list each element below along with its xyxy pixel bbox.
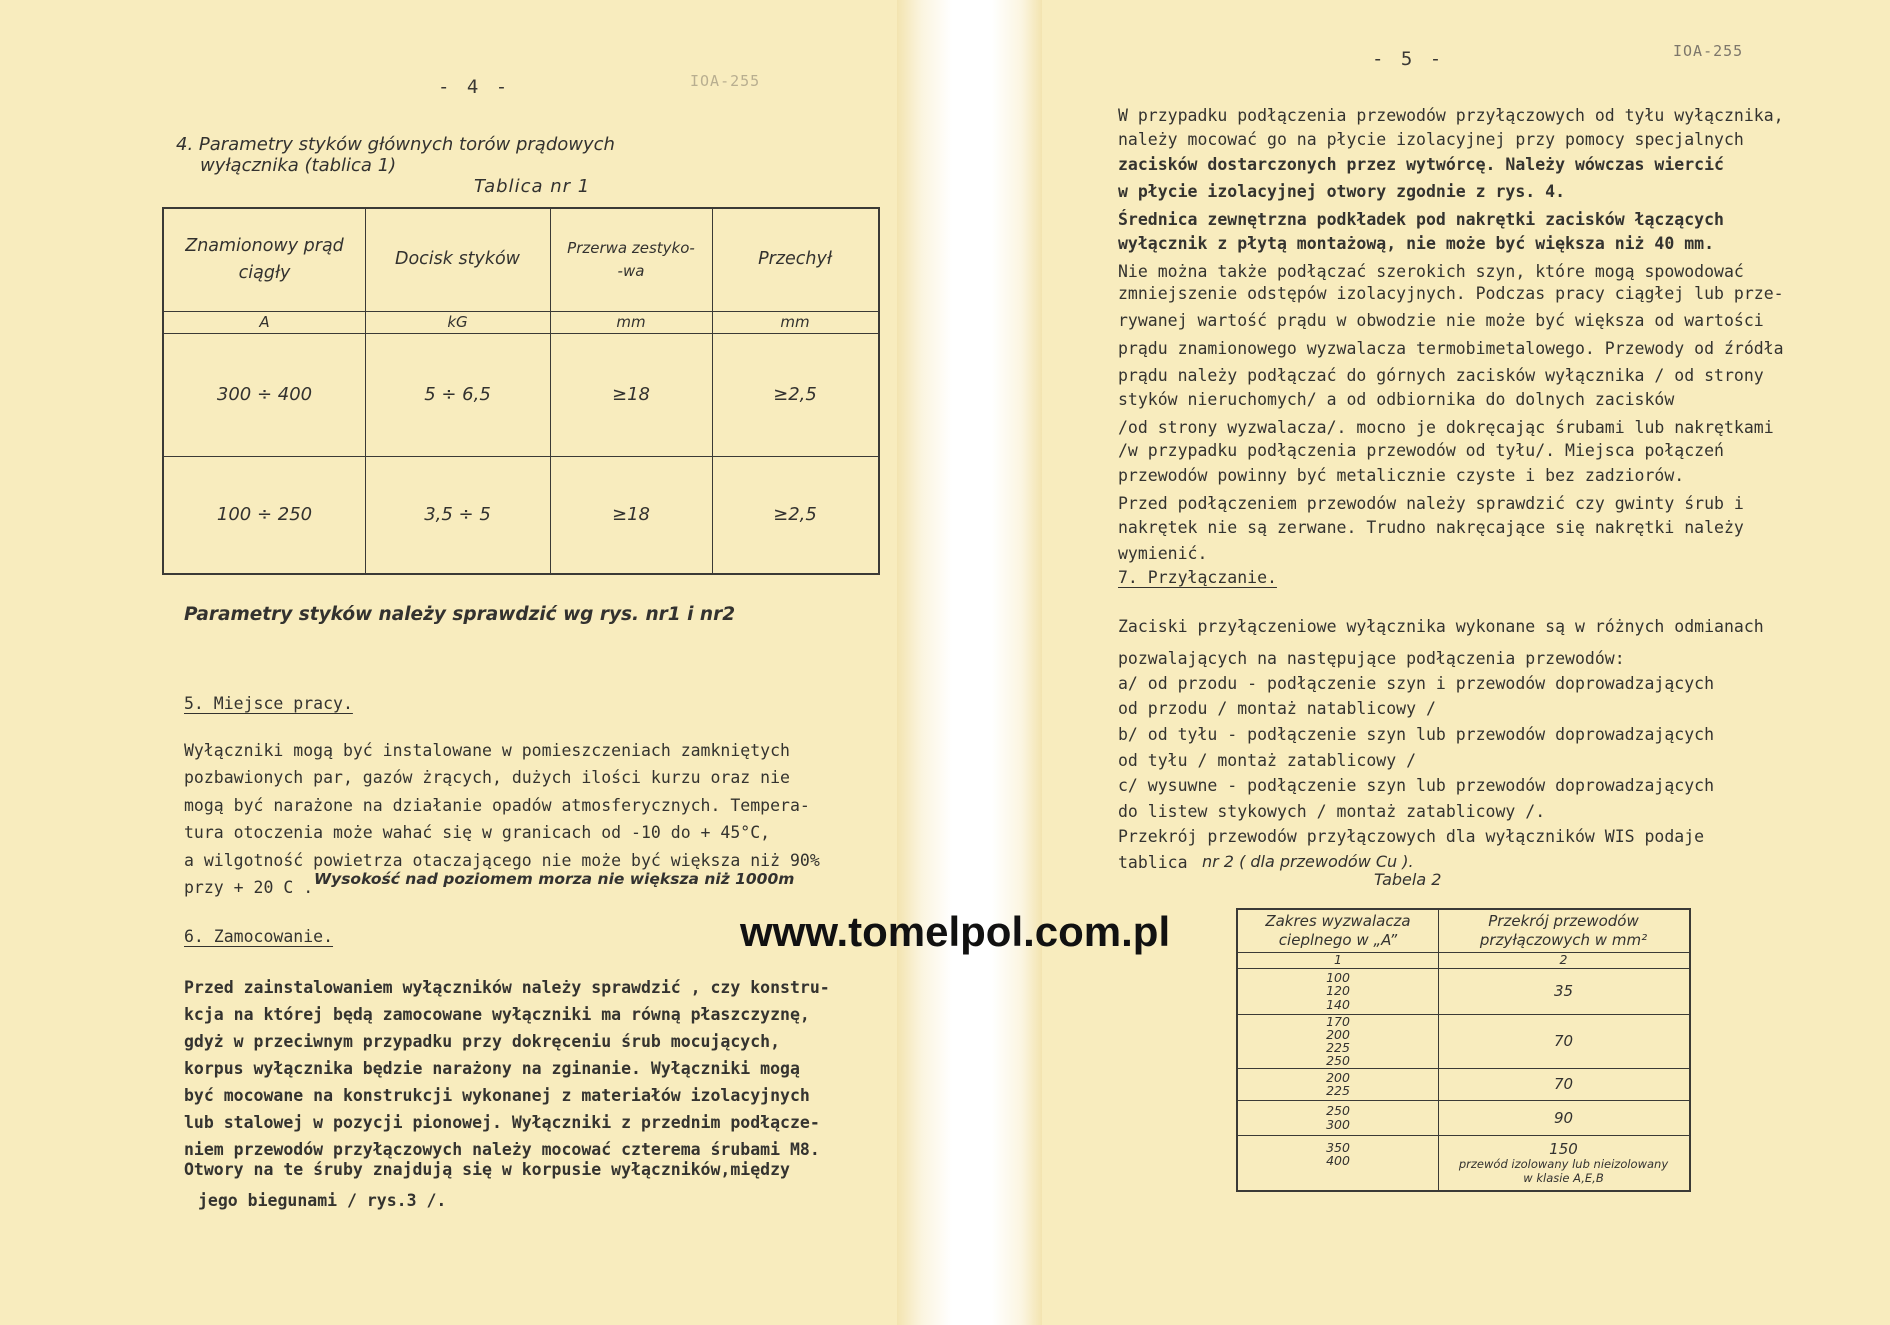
range-value: 225	[1326, 1040, 1350, 1055]
text-line: Przed podłączeniem przewodów należy sprawdzić czy gwinty śrub i	[1118, 494, 1744, 513]
text-line: a wilgotność powietrza otaczającego nie może być większa niż 90%	[184, 851, 820, 870]
text-line: prądu znamionowego wyzwalacza termobimetalowego. Przewody od źródła	[1118, 339, 1784, 358]
text-line: Przed zainstalowaniem wyłączników należy sprawdzić , czy konstru-	[184, 978, 830, 997]
table-2-value: 150	[1549, 1140, 1578, 1159]
table-2-range-cell	[1238, 1014, 1438, 1068]
text-line: tablica	[1118, 853, 1188, 872]
document-id: IOA-255	[1673, 42, 1744, 60]
text-line: b/ od tyłu - podłączenie szyn lub przewodów doprowadzających	[1118, 725, 1715, 744]
section-7-title: 7. Przyłączanie.	[1118, 568, 1277, 587]
table-1-cell: 300 ÷ 400	[216, 384, 313, 405]
table-1-cell: ≥2,5	[773, 384, 817, 405]
table-2-reference: nr 2 ( dla przewodów Cu ).	[1202, 852, 1414, 871]
text-line: pozbawionych par, gazów żrących, dużych ilości kurzu oraz nie	[184, 768, 790, 787]
text-line: gdyż w przeciwnym przypadku przy dokręceniu śrub mocujących,	[184, 1032, 781, 1051]
range-value: 100	[1326, 970, 1350, 986]
table-1-unit: mm	[780, 313, 810, 331]
range-value: 225	[1326, 1083, 1350, 1098]
table-2-range-cell	[1238, 968, 1438, 1014]
table-1-cell: ≥18	[612, 504, 650, 525]
text-line: przy + 20 C .	[184, 878, 314, 897]
table-2-value-cell: 35	[1553, 982, 1574, 1000]
text-line: /od strony wyzwalacza/. mocno je dokręcając śrubami lub nakrętkami	[1118, 418, 1774, 437]
table-1	[162, 207, 880, 575]
text-line: w płycie izolacyjnej otwory zgodnie z rys. 4.	[1118, 182, 1566, 201]
table-1-header-tilt: Przechył	[758, 249, 832, 270]
text-line: Przekrój przewodów przyłączowych dla wyłączników WIS podaje	[1118, 827, 1705, 846]
table-2-caption: Tabela 2	[1374, 870, 1442, 889]
table-1-caption: Tablica nr 1	[474, 176, 591, 197]
text-line: przewodów powinny być metalicznie czyste i bez zadziorów.	[1118, 466, 1685, 485]
table-1-cell: ≥18	[612, 384, 650, 405]
section-6-title: 6. Zamocowanie.	[184, 927, 334, 946]
table-2-range-cell	[1238, 1100, 1438, 1135]
text-line: zacisków dostarczonych przez wytwórcę. Należy wówczas wiercić	[1118, 155, 1724, 174]
text-line: a/ od przodu - podłączenie szyn i przewodów doprowadzających	[1118, 674, 1715, 693]
table-1-cell: 3,5 ÷ 5	[424, 504, 491, 525]
watermark: www.tomelpol.com.pl	[740, 908, 1171, 955]
table-1-cell: 100 ÷ 250	[216, 504, 313, 525]
table-1-header-gap: Przerwa zestyko- -wa	[567, 238, 695, 280]
text-line: nakrętek nie są zerwane. Trudno nakręcające się nakrętki należy	[1118, 518, 1744, 537]
table-1-header-pressure: Docisk styków	[395, 249, 520, 270]
range-value: 300	[1326, 1116, 1350, 1132]
range-value: 400	[1326, 1153, 1350, 1169]
text-line: styków nieruchomych/ a od odbiornika do dolnych zacisków	[1118, 390, 1675, 409]
range-value: 350	[1326, 1140, 1350, 1155]
page-number: - 5 -	[1372, 48, 1445, 70]
section-4-title-line1: 4. Parametry styków głównych torów prądowych	[176, 134, 615, 155]
text-line: wymienić.	[1118, 544, 1208, 563]
text-line: wyłącznik z płytą montażową, nie może być większa niż 40 mm.	[1118, 234, 1715, 253]
range-value: 140	[1326, 996, 1350, 1012]
text-line: pozwalających na następujące podłączenia przewodów:	[1118, 649, 1625, 668]
text-line: niem przewodów przyłączowych należy mocować czterema śrubami M8.	[184, 1140, 820, 1159]
text-line: jego biegunami / rys.3 /.	[198, 1191, 447, 1210]
table-2-range-cell	[1238, 1135, 1438, 1190]
table-1-unit: mm	[616, 313, 646, 331]
table-2-header-range: Zakres wyzwalacza cieplnego w „A”	[1265, 911, 1411, 949]
table-2-column-number: 2	[1559, 952, 1568, 968]
table-2-range-cell	[1238, 1068, 1438, 1100]
text-line: być mocowane na konstrukcji wykonanej z materiałów izolacyjnych	[184, 1086, 810, 1105]
table-2-value-cell: 90	[1553, 1108, 1574, 1127]
text-line: do listew stykowych / montaż zatablicowy /.	[1118, 802, 1546, 821]
text-line: zmniejszenie odstępów izolacyjnych. Podczas pracy ciągłej lub prze-	[1118, 284, 1784, 303]
text-line: prądu należy podłączać do górnych zacisków wyłącznika / od strony	[1118, 366, 1764, 385]
range-value: 200	[1326, 1069, 1350, 1085]
altitude-note: Wysokość nad poziomem morza nie większa niż 1000m	[314, 870, 795, 888]
table-2-value-cell: 70	[1553, 1032, 1574, 1050]
text-line: W przypadku podłączenia przewodów przyłączowych od tyłu wyłącznika,	[1118, 106, 1784, 125]
text-line: Otwory na te śruby znajdują się w korpusie wyłączników,między	[184, 1160, 790, 1179]
text-line: Średnica zewnętrzna podkładek pod nakrętki zacisków łączących	[1118, 210, 1724, 229]
text-line: Nie można także podłączać szerokich szyn, które mogą spowodować	[1118, 262, 1744, 281]
document-id: IOA-255	[690, 72, 761, 90]
text-line: Wyłączniki mogą być instalowane w pomieszczeniach zamkniętych	[184, 741, 790, 760]
section-4-title-line2: wyłącznika (tablica 1)	[200, 155, 397, 176]
table-1-unit: A	[259, 313, 270, 331]
text-line: rywanej wartość prądu w obwodzie nie może być większa od wartości	[1118, 311, 1764, 330]
table-1-cell: 5 ÷ 6,5	[424, 384, 491, 405]
text-line: Zaciski przyłączeniowe wyłącznika wykonane są w różnych odmianach	[1118, 617, 1764, 636]
page-gutter	[897, 0, 1042, 1325]
table-2-column-number: 1	[1334, 952, 1342, 968]
text-line: mogą być narażone na działanie opadów atmosferycznych. Tempera-	[184, 796, 810, 815]
text-line: kcja na której będą zamocowane wyłączniki ma równą płaszczyznę,	[184, 1005, 810, 1024]
range-value: 200	[1326, 1026, 1350, 1042]
text-line: korpus wyłącznika będzie narażony na zginanie. Wyłączniki mogą	[184, 1059, 800, 1078]
table-1-cell: ≥2,5	[773, 504, 817, 525]
range-value: 120	[1326, 983, 1350, 999]
range-value: 250	[1326, 1053, 1350, 1069]
text-line: c/ wysuwne - podłączenie szyn lub przewodów doprowadzających	[1118, 776, 1715, 795]
text-line: /w przypadku podłączenia przewodów od tyłu/. Miejsca połączeń	[1118, 441, 1724, 460]
table-1-unit: kG	[447, 313, 468, 331]
table-2-value-cell	[1438, 1135, 1689, 1190]
range-value: 250	[1326, 1103, 1350, 1119]
table-2	[1236, 908, 1691, 1192]
text-line: od przodu / montaż natablicowy /	[1118, 699, 1436, 718]
text-line: od tyłu / montaż zatablicowy /	[1118, 751, 1417, 770]
page-number: - 4 -	[438, 76, 511, 98]
left-page	[0, 0, 897, 1325]
section-5-title: 5. Miejsce pracy.	[184, 694, 353, 713]
table-2-value-cell: 70	[1553, 1075, 1574, 1093]
range-value: 170	[1326, 1013, 1350, 1029]
table-2-header-section: Przekrój przewodów przyłączowych w mm²	[1479, 911, 1648, 949]
text-line: tura otoczenia może wahać się w granicach od -10 do + 45°C,	[184, 823, 771, 842]
text-line: lub stalowej w pozycji pionowej. Wyłączniki z przednim podłącze-	[184, 1113, 820, 1132]
table-1-header-current: Znamionowy prąd ciągły	[185, 235, 344, 283]
table-2-note: przewód izolowany lub nieizolowany w klasie A,E,B	[1458, 1157, 1669, 1185]
text-line: należy mocować go na płycie izolacyjnej przy pomocy specjalnych	[1118, 130, 1744, 149]
table-1-note: Parametry styków należy sprawdzić wg rys. nr1 i nr2	[184, 604, 736, 625]
